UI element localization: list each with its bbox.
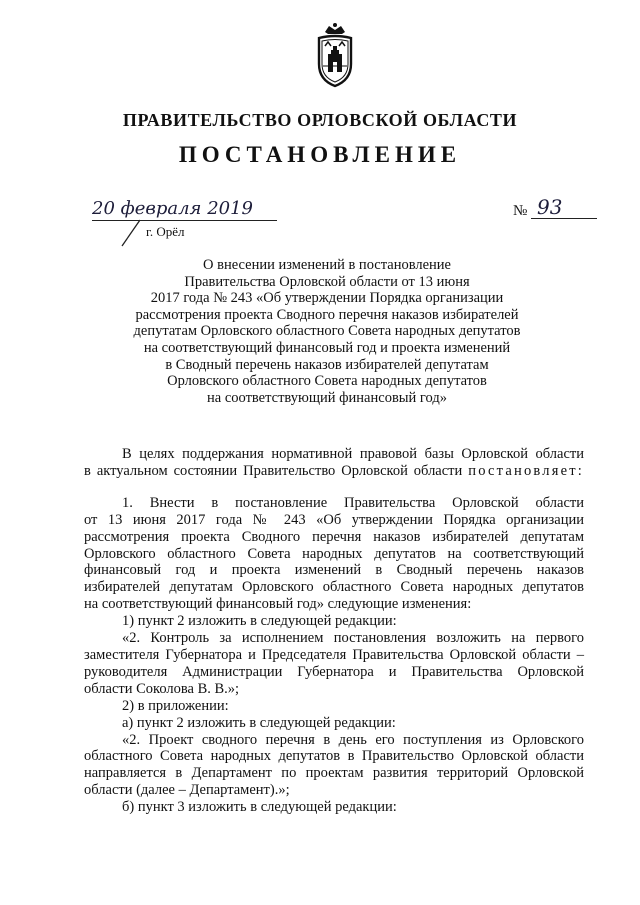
- body-line: избирателей депутатам Орловского областного Совета народных депутатов: [84, 579, 584, 596]
- decree-keyword: постановляет:: [468, 462, 584, 479]
- body-line: финансовый год и проекта изменений в Сводный перечень наказов: [84, 562, 584, 579]
- body-line: Орловского областного Совета народных депутатов на соответствующий: [84, 545, 584, 562]
- body-line: 1) пункт 2 изложить в следующей редакции:: [122, 613, 397, 630]
- body-line: «2. Проект сводного перечня в день его поступления из Орловского: [122, 731, 584, 748]
- body-line: заместителя Губернатора и Председателя Правительства Орловской области –: [84, 646, 584, 663]
- paragraph-gap: [84, 480, 584, 495]
- organization-name: ПРАВИТЕЛЬСТВО ОРЛОВСКОЙ ОБЛАСТИ: [122, 110, 518, 130]
- preamble-line: В целях поддержания нормативной правовой базы Орловской области: [122, 446, 584, 462]
- body-line: на соответствующий финансовый год» следующие изменения:: [84, 596, 472, 613]
- title-line: на соответствующий финансовый год и проекта изменений: [143, 339, 511, 356]
- coat-of-arms-emblem: [311, 22, 359, 88]
- body-line: области (далее – Департамент).»;: [84, 782, 290, 799]
- body-line: руководителя Администрации Губернатора и Правительства Орловской: [84, 663, 584, 680]
- handwritten-date: 20 февраля 2019: [92, 198, 277, 221]
- title-line: О внесении изменений в постановление: [203, 257, 451, 273]
- document-subject-title: [70, 257, 584, 406]
- body-line: «2. Контроль за исполнением постановления возложить на первого: [122, 630, 584, 647]
- body-line: рассмотрения проекта Сводного перечня наказов избирателей депутатам: [84, 528, 584, 545]
- preamble-line: [84, 463, 584, 480]
- number-label: №: [513, 203, 528, 219]
- title-line: Правительства Орловской области от 13 июня: [184, 273, 470, 290]
- city-label: г. Орёл: [146, 224, 185, 239]
- title-line: 2017 года № 243 «Об утверждении Порядка организации: [150, 290, 504, 307]
- body-line: направляется в Департамент по проектам развития территорий Орловской: [84, 765, 584, 782]
- body-line: области Соколова В. В.»;: [84, 680, 240, 697]
- preamble-text: в актуальном состоянии Правительство Орловской области: [84, 462, 463, 479]
- body-line: областного Совета народных депутатов в Правительство Орловской области: [84, 748, 584, 765]
- body-line: 1. Внести в постановление Правительства Орловской области: [122, 494, 584, 511]
- body-line: от 13 июня 2017 года № 243 «Об утверждении Порядка организации: [84, 511, 584, 528]
- document-body: [84, 446, 584, 816]
- title-line: депутатам Орловского областного Совета народных депутатов: [133, 323, 521, 340]
- body-line: а) пункт 2 изложить в следующей редакции:: [122, 714, 396, 731]
- document-type-title: ПОСТАНОВЛЕНИЕ: [178, 142, 462, 167]
- handwritten-number: 93: [531, 196, 597, 219]
- title-line: рассмотрения проекта Сводного перечня наказов избирателей: [135, 306, 519, 323]
- body-line: 2) в приложении:: [122, 697, 229, 714]
- title-line: Орловского областного Совета народных депутатов: [167, 373, 487, 390]
- title-line: в Сводный перечень наказов избирателей депутатам: [165, 356, 489, 373]
- body-line: б) пункт 3 изложить в следующей редакции:: [122, 799, 397, 816]
- title-line: на соответствующий финансовый год»: [207, 389, 447, 406]
